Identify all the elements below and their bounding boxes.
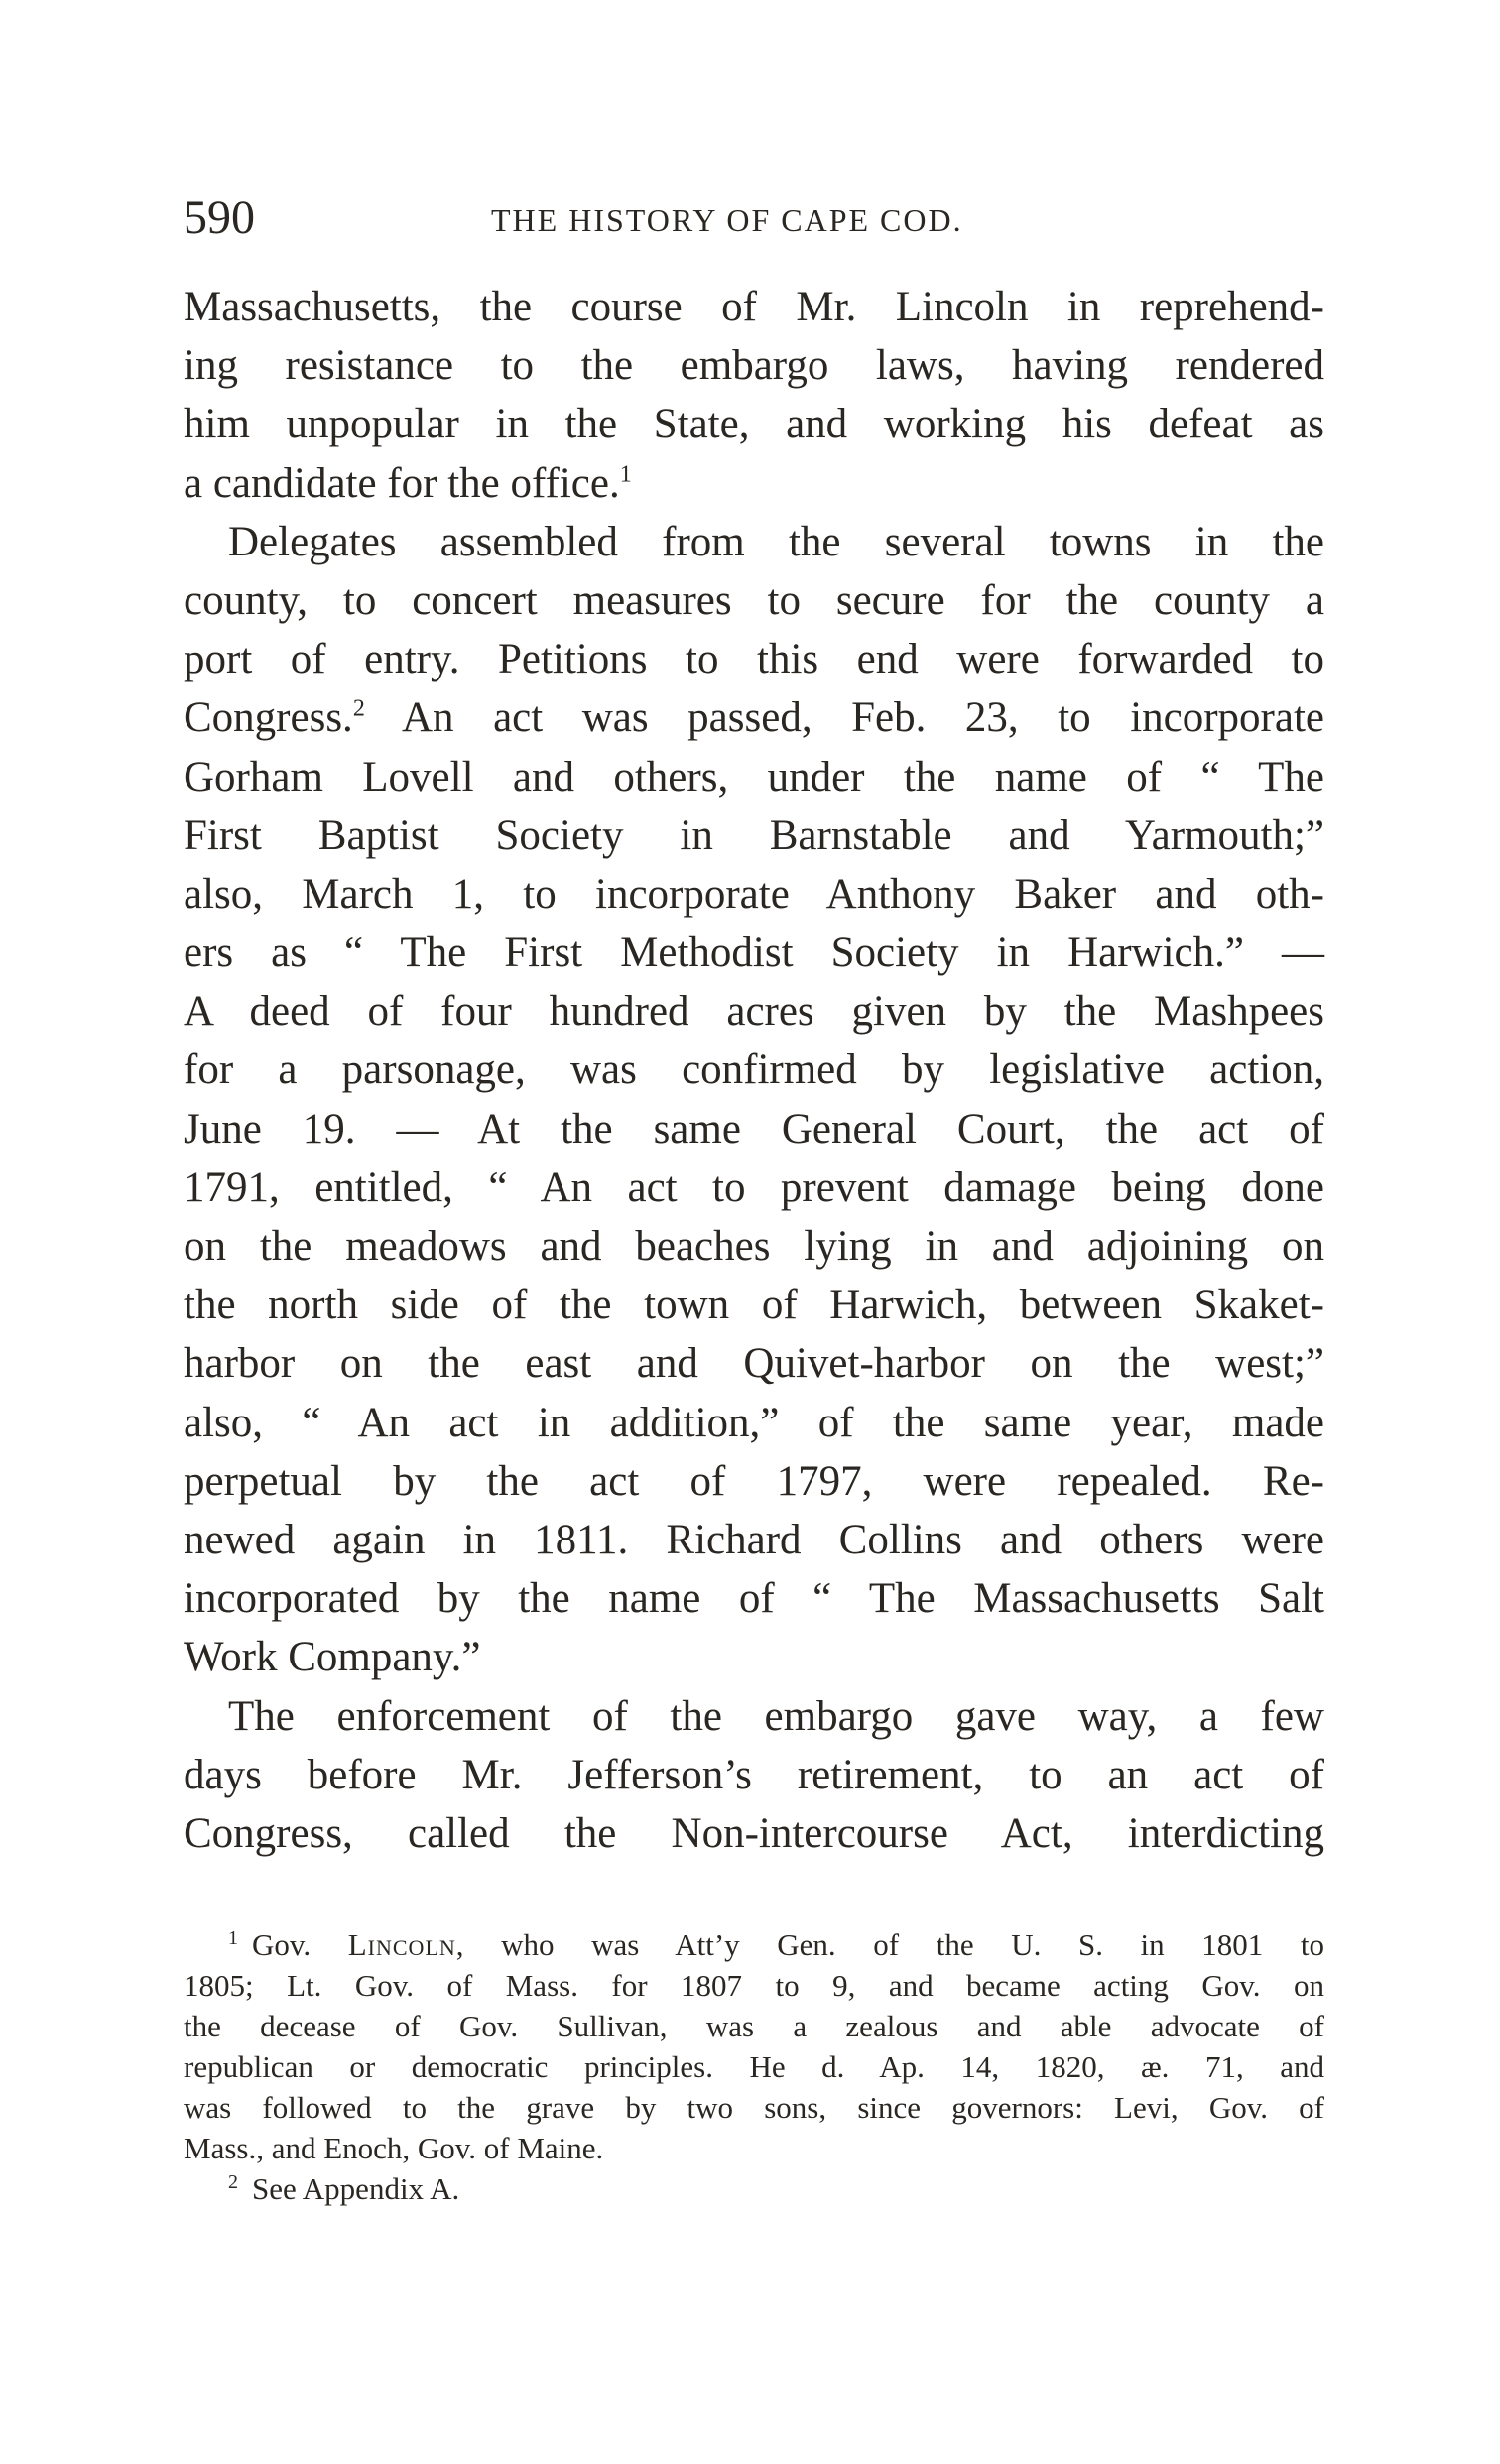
text-line: the north side of the town of Harwich, between Skaket- xyxy=(184,1282,1324,1329)
footnote-1-line: was followed to the grave by two sons, since governors: Levi, Gov. of xyxy=(184,2090,1324,2125)
footnote-name: Lincoln xyxy=(347,1927,456,1962)
text-line xyxy=(184,454,1324,513)
footnote-ref: 2 xyxy=(352,695,365,722)
text-line: The enforcement of the embargo gave way, a few xyxy=(228,1692,1324,1740)
footnote-1-line: Mass., and Enoch, Gov. of Maine. xyxy=(184,2131,604,2165)
text-span: Gov. xyxy=(252,1927,312,1962)
text-line: port of entry. Petitions to this end were forwarded to xyxy=(184,636,1324,683)
text-line: First Baptist Society in Barnstable and Yarmouth;” xyxy=(184,811,1324,859)
footnote-1-line xyxy=(184,1924,1324,1965)
footnote-2-line xyxy=(184,2168,1324,2209)
text-line: Delegates assembled from the several towns in the xyxy=(228,518,1324,565)
text-span: a candidate for the office. xyxy=(184,459,620,507)
text-line: newed again in 1811. Richard Collins and others were xyxy=(184,1516,1324,1563)
footnote-marker: 1 xyxy=(228,1926,238,1949)
page-number: 590 xyxy=(184,191,255,244)
text-line: Congress, called the Non-intercourse Act, interdicting xyxy=(184,1809,1324,1857)
text-line: also, March 1, to incorporate Anthony Baker and oth- xyxy=(184,870,1324,918)
text-line: him unpopular in the State, and working his defeat as xyxy=(184,401,1324,448)
footnote-ref: 1 xyxy=(619,461,632,488)
text-line: incorporated by the name of “ The Massachusetts Salt xyxy=(184,1575,1324,1623)
text-line: on the meadows and beaches lying in and adjoining on xyxy=(184,1223,1324,1270)
text-line: harbor on the east and Quivet-harbor on the west;” xyxy=(184,1340,1324,1388)
text-span: See Appendix A. xyxy=(252,2171,460,2206)
text-span: , who was Att’y Gen. of the U. S. in 1801 to xyxy=(455,1927,1324,1962)
text-line: Gorham Lovell and others, under the name of “ The xyxy=(184,753,1324,801)
running-title: THE HISTORY OF CAPE COD. xyxy=(491,202,963,238)
text-line: ing resistance to the embargo laws, having rendered xyxy=(184,342,1324,390)
text-line: June 19. — At the same General Court, the act of xyxy=(184,1105,1324,1153)
text-line: perpetual by the act of 1797, were repealed. Re- xyxy=(184,1457,1324,1505)
body-text xyxy=(184,278,1324,1863)
text-line: county, to concert measures to secure for the county a xyxy=(184,576,1324,624)
text-span: Congress. xyxy=(184,694,353,742)
text-line: Work Company.” xyxy=(184,1634,481,1681)
footnote-1-line: 1805; Lt. Gov. of Mass. for 1807 to 9, and became acting Gov. on xyxy=(184,1968,1324,2003)
footnote-1-line: the decease of Gov. Sullivan, was a zealous and able advocate of xyxy=(184,2009,1324,2043)
text-line xyxy=(184,688,1324,747)
text-line: days before Mr. Jefferson’s retirement, to an act of xyxy=(184,1751,1324,1798)
text-line: also, “ An act in addition,” of the same year, made xyxy=(184,1399,1324,1446)
text-line: A deed of four hundred acres given by the Mashpees xyxy=(184,988,1324,1036)
text-line: for a parsonage, was confirmed by legislative action, xyxy=(184,1047,1324,1094)
running-head xyxy=(184,188,1324,248)
text-line: ers as “ The First Methodist Society in Harwich.” — xyxy=(184,929,1324,977)
text-line: Massachusetts, the course of Mr. Lincoln in reprehend- xyxy=(184,284,1324,330)
footnotes xyxy=(184,1924,1324,2209)
text-line: 1791, entitled, “ An act to prevent damage being done xyxy=(184,1164,1324,1211)
footnote-1-line: republican or democratic principles. He d. Ap. 14, 1820, æ. 71, and xyxy=(184,2049,1324,2084)
footnote-marker: 2 xyxy=(228,2170,238,2193)
text-span: An act was passed, Feb. 23, to incorporate xyxy=(364,694,1324,742)
